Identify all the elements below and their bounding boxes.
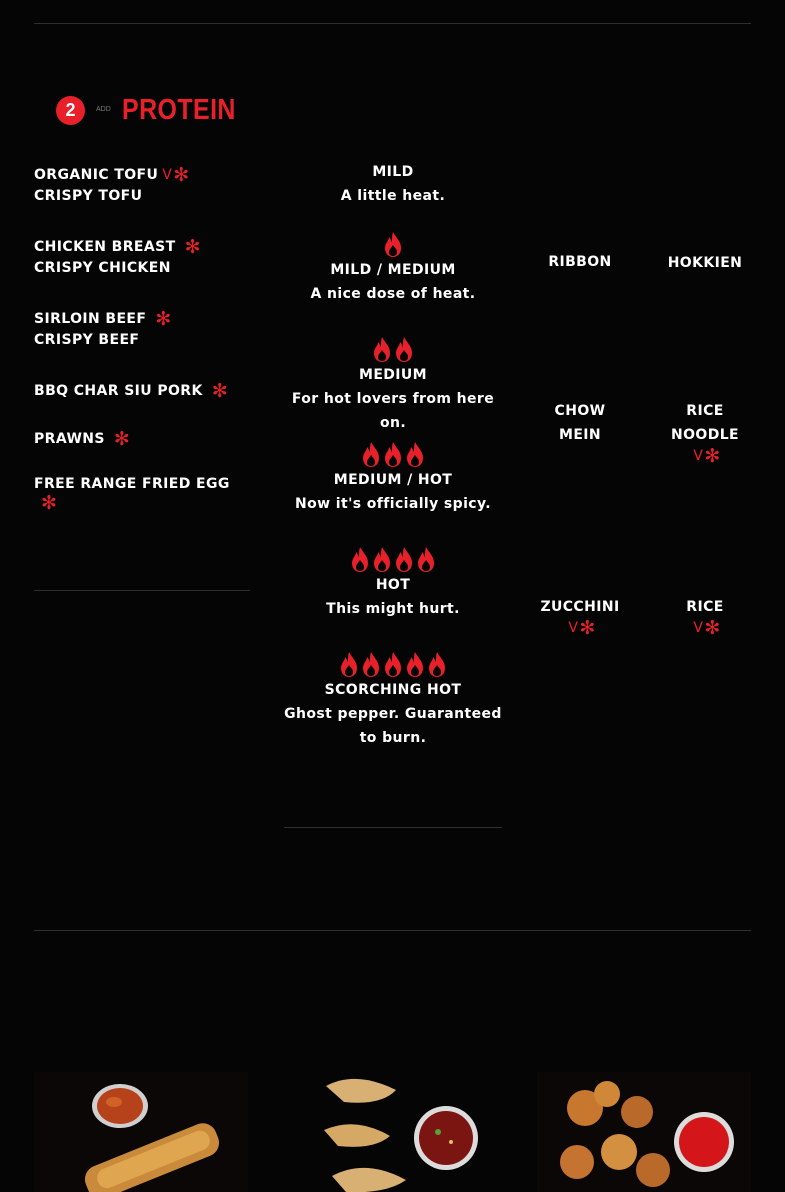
chili-flame-icon xyxy=(383,651,403,678)
noodle-label: RICE xyxy=(686,403,724,419)
noodle-option[interactable] xyxy=(525,595,635,637)
spice-level-name: SCORCHING HOT xyxy=(324,682,462,698)
protein-label: BBQ CHAR SIU PORK xyxy=(34,383,203,399)
protein-label: ORGANIC TOFU xyxy=(34,167,159,183)
protein-label: CRISPY BEEF xyxy=(34,332,140,348)
protein-label: CHICKEN BREAST xyxy=(34,239,176,255)
marker-line xyxy=(34,492,230,514)
noodle-label: HOKKIEN xyxy=(667,255,743,271)
spice-level-name: MILD / MEDIUM xyxy=(330,262,456,278)
chili-flame-icon xyxy=(383,231,403,258)
spice-level-option[interactable] xyxy=(284,336,502,435)
protein-label: SIRLOIN BEEF xyxy=(34,311,147,327)
protein-label: PRAWNS xyxy=(34,431,105,447)
gluten-free-icon: ✻ xyxy=(704,445,721,467)
protein-label: CRISPY CHICKEN xyxy=(34,260,171,276)
chili-flame-icon xyxy=(361,441,381,468)
noodle-label: NOODLE xyxy=(670,427,740,443)
chili-flame-icon xyxy=(416,546,436,573)
flame-row xyxy=(284,441,502,468)
fried-chicken-photo[interactable] xyxy=(537,1072,751,1192)
chili-flame-icon xyxy=(405,651,425,678)
noodle-label: RICE xyxy=(686,599,724,615)
protein-item[interactable] xyxy=(34,476,230,514)
gluten-free-icon: ✻ xyxy=(704,617,721,639)
chili-flame-icon xyxy=(383,441,403,468)
noodle-option[interactable] xyxy=(650,399,760,465)
noodle-label: MEIN xyxy=(558,427,602,443)
protein-label: FREE RANGE FRIED EGG xyxy=(34,476,230,492)
protein-column-divider xyxy=(34,590,250,591)
section-title: PROTEIN xyxy=(122,94,236,126)
noodle-label: ZUCCHINI xyxy=(540,599,620,615)
spice-level-description: Ghost pepper. Guaranteed xyxy=(284,706,502,722)
protein-item[interactable] xyxy=(34,260,171,276)
spice-level-description: For hot lovers from here on. xyxy=(291,391,495,431)
gluten-free-icon: ✻ xyxy=(155,308,172,330)
spice-level-name: HOT xyxy=(375,577,411,593)
protein-item[interactable] xyxy=(34,164,190,186)
spice-level-description: This might hurt. xyxy=(326,601,460,617)
chili-flame-icon xyxy=(339,651,359,678)
dietary-markers xyxy=(650,619,760,637)
dumplings-photo[interactable] xyxy=(286,1072,500,1192)
spring-roll-photo[interactable] xyxy=(34,1072,248,1192)
dietary-markers xyxy=(525,619,635,637)
step-number-badge: 2 xyxy=(56,96,85,125)
gluten-free-icon: ✻ xyxy=(173,164,190,186)
spice-level-description: A little heat. xyxy=(340,188,446,204)
noodle-label: CHOW xyxy=(554,403,606,419)
step-prefix: ADD xyxy=(96,106,111,113)
protein-item[interactable] xyxy=(34,428,130,450)
chili-flame-icon xyxy=(394,336,414,363)
gluten-free-icon: ✻ xyxy=(211,380,229,402)
noodle-option[interactable] xyxy=(650,251,760,275)
vegan-icon: V xyxy=(162,167,173,183)
spice-level-name: MILD xyxy=(372,164,414,180)
vegan-icon: V xyxy=(693,448,704,464)
spice-level-description: A nice dose of heat. xyxy=(310,286,476,302)
noodle-option[interactable] xyxy=(525,250,635,274)
chili-flame-icon xyxy=(372,546,392,573)
vegan-icon: V xyxy=(568,620,579,636)
spice-level-option[interactable] xyxy=(284,546,502,621)
chili-flame-icon xyxy=(427,651,447,678)
dietary-markers xyxy=(650,447,760,465)
gluten-free-icon: ✻ xyxy=(579,617,596,639)
spice-level-description: Now it's officially spicy. xyxy=(295,496,491,512)
protein-item[interactable] xyxy=(34,332,139,348)
spice-level-description: to burn. xyxy=(359,730,427,746)
gluten-free-icon: ✻ xyxy=(41,492,58,514)
chili-flame-icon xyxy=(372,336,392,363)
chili-flame-icon xyxy=(394,546,414,573)
chili-flame-icon xyxy=(350,546,370,573)
spice-level-name: MEDIUM / HOT xyxy=(333,472,453,488)
vegan-icon: V xyxy=(693,620,704,636)
flame-row xyxy=(284,651,502,678)
protein-label: CRISPY TOFU xyxy=(34,188,143,204)
protein-item[interactable] xyxy=(34,308,172,330)
protein-item[interactable] xyxy=(34,188,142,204)
spice-level-option[interactable] xyxy=(284,441,502,516)
top-divider xyxy=(34,23,751,24)
spice-level-option[interactable] xyxy=(284,160,502,208)
protein-item[interactable] xyxy=(34,236,201,258)
gluten-free-icon: ✻ xyxy=(184,236,201,258)
spice-level-name: MEDIUM xyxy=(358,367,428,383)
noodle-option[interactable] xyxy=(650,595,760,637)
flame-row xyxy=(284,231,502,258)
gluten-free-icon: ✻ xyxy=(113,428,131,450)
noodle-option[interactable] xyxy=(525,399,635,447)
bottom-divider xyxy=(34,930,751,931)
flame-row xyxy=(284,336,502,363)
flame-row xyxy=(284,546,502,573)
spice-column-divider xyxy=(284,827,502,828)
spice-level-option[interactable] xyxy=(284,651,502,750)
noodle-label: RIBBON xyxy=(548,254,612,270)
chili-flame-icon xyxy=(405,441,425,468)
protein-item[interactable] xyxy=(34,380,228,402)
chili-flame-icon xyxy=(361,651,381,678)
spice-level-option[interactable] xyxy=(284,231,502,306)
